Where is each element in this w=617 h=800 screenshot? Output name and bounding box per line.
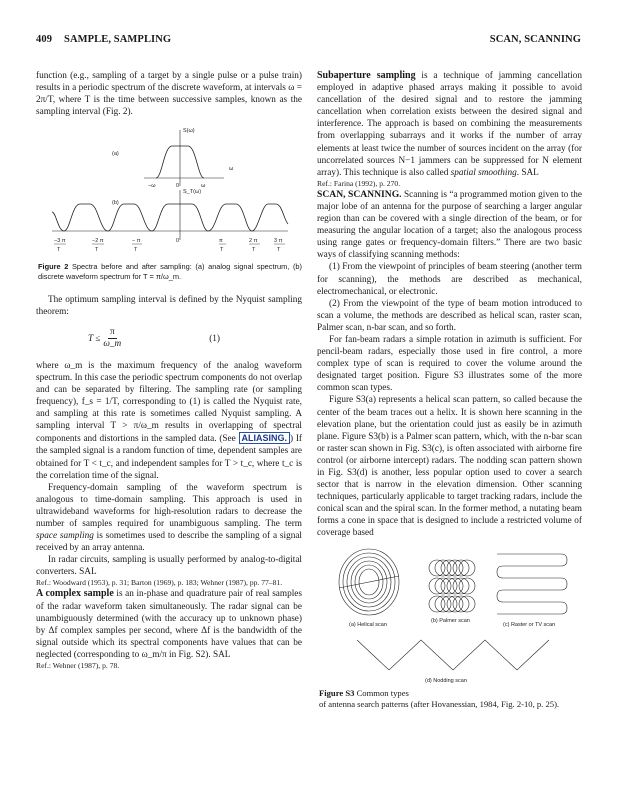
tick-b-0: −3 π bbox=[54, 238, 66, 245]
tick-b-5: 2 π bbox=[249, 238, 258, 245]
tick-b-den-6: T bbox=[277, 247, 281, 254]
equation-1 bbox=[36, 322, 302, 356]
left-column bbox=[36, 70, 302, 671]
reference-3: Ref.: Farina (1992), p. 270. bbox=[317, 178, 401, 188]
palmer-scan-label: (b) Palmer scan bbox=[431, 617, 470, 624]
scan-paragraph-5: Figure S3(a) represents a helical scan pattern, so called because the center of the beam traces out a helix. It is shown here scanning in the elevation plane, but the orientation could just as easily be in azimuth plane. Figure S3(b) is a Palmer scan pattern, which, with the n-bar scan or raster scan shown in Fig. S3(c), is often associated with airborne fire control (or airborne intercept) radars. The nodding scan pattern shown in Fig. S3(d) is another, less popular option used to cover a search sector that is narrow in the elevation dimension. Other scanning techniques, particularly applicable to target tracking radars, include the conical scan and the spiral scan. In the former method, a nutating beam forms a cone in space that is designed to include a restricted volume of coverage based bbox=[317, 395, 582, 539]
adc-paragraph: In radar circuits, sampling is usually performed by analog-to-digital converters. SAL bbox=[36, 555, 302, 578]
equation-number: (1) bbox=[209, 333, 220, 344]
tick-b-den-2: T bbox=[134, 247, 138, 254]
figure-s3-caption-text: of antenna search patterns (after Hovanessian, 1984, Fig. 2-10, p. 25). bbox=[319, 698, 560, 709]
equation-lhs: T ≤ bbox=[88, 333, 101, 344]
helical-scan-pattern bbox=[339, 549, 399, 615]
subaperture-term: Subaperture sampling bbox=[317, 70, 416, 81]
raster-scan-label: (c) Raster or TV scan bbox=[503, 621, 556, 628]
nodding-scan-label: (d) Nodding scan bbox=[425, 677, 467, 684]
figure-2-caption-label: Figure 2 bbox=[38, 262, 69, 272]
nyquist-paragraph: The optimum sampling interval is defined by the Nyquist sampling theorem: bbox=[36, 294, 302, 317]
complex-sample-term: A complex sample bbox=[36, 588, 114, 600]
nyquist-explanation-a: where ω_m is the maximum frequency of the analog waveform spectrum. In this case the periodic spectrum components do not overlap and can be separated by filtering. The sampling rate (or sampling frequency), f_s = 1/T, corresponding to (1) is called the Nyquist rate, and sampling at this rate is sometimes called Nyquist sampling. A sampling interval T > π/ω_m results in overlapping of spectral components and distortions in the sampled data. (See bbox=[36, 360, 302, 445]
aliasing-link[interactable]: ALIASING. bbox=[239, 432, 291, 444]
nodding-scan-pattern bbox=[357, 640, 549, 670]
figure-s3-caption bbox=[317, 688, 582, 710]
tick-b-den-5: T bbox=[252, 247, 256, 254]
running-title-left: SAMPLE, SAMPLING bbox=[64, 34, 172, 45]
nyquist-explanation bbox=[36, 360, 302, 482]
xlabel-a: ω bbox=[229, 166, 234, 173]
scan-paragraph-2: (1) From the viewpoint of principles of beam steering (another term for scanning), the methods are described as mechanical, electromechanical, or electronic. bbox=[317, 262, 582, 297]
panel-b-label: (b) bbox=[112, 200, 119, 207]
right-column bbox=[317, 70, 582, 710]
figure-2 bbox=[36, 124, 302, 281]
scan-definition: Scanning is “a programmed motion given to the major lobe of an antenna for the purpose of searching a larger angular region than can be covered with a single direction of the beam, or for measuring the angular location of a target; also the analogous process using range gates or frequency-domain filters.” There are two basic ways of classifying scanning methods: bbox=[317, 189, 582, 261]
sampling-paragraph-1: function (e.g., sampling of a target by a single pulse or a pulse train) results in a periodic spectrum of the discrete waveform, at intervals ω = 2π/T, where T is the time between successive samples, known as the sampling interval (Fig. 2). bbox=[36, 71, 302, 118]
scan-paragraph-4: For fan-beam radars a simple rotation in azimuth is sufficient. For pencil-beam radars, especially those used in fire control, a more complex type of scan is required to cover the volume around the designated target position. Figure S3 illustrates some of the more common scan types. bbox=[317, 334, 582, 394]
scan-paragraph-1 bbox=[317, 189, 582, 262]
figure-s3-graphic bbox=[317, 546, 582, 688]
spatial-smoothing-term: spatial smoothing bbox=[450, 167, 517, 178]
tick-b-den-0: T bbox=[57, 247, 61, 254]
frequency-domain-a: Frequency-domain sampling of the waveform spectrum is analogous to time-domain sampling. This approach is used in ultrawideband waveforms for high-resolution radars to decrease the number of samples required for unambiguous sampling. The term bbox=[36, 482, 302, 529]
scan-term: SCAN, SCANNING. bbox=[317, 188, 402, 200]
reference-1: Ref.: Woodward (1953), p. 31; Barton (1969), p. 183; Wehner (1987), pp. 77–81. bbox=[36, 578, 283, 588]
panel-a-label: (a) bbox=[112, 151, 119, 158]
ylabel-b: S_T(ω) bbox=[183, 189, 202, 196]
space-sampling-term: space sampling bbox=[36, 531, 94, 542]
equation-fraction bbox=[103, 327, 121, 350]
tick-a-0: −ω bbox=[148, 183, 156, 190]
raster-scan-pattern bbox=[497, 554, 567, 614]
equation-denominator: ω_m bbox=[103, 339, 122, 350]
subaperture-text-b: . SAL bbox=[516, 167, 539, 178]
reference-2: Ref.: Wehner (1987), p. 78. bbox=[36, 661, 120, 670]
frequency-domain-paragraph bbox=[36, 482, 302, 555]
figure-2-caption-text: Spectra before and after sampling: (a) analog signal spectrum, (b) discrete waveform spectrum for T = π/ω_m. bbox=[38, 262, 303, 281]
complex-sample-text: is an in-phase and quadrature pair of real samples of the radar waveform taken simultaneously. The radar signal can be unambiguously determined (with the accuracy up to unknown phase) by Δf complex samples per second, where Δf is the bandwidth of the signal outside which its spectral components have values that can be neglected (corresponding to ω_m/π in Fig. S2). SAL bbox=[36, 589, 302, 660]
tick-a-1: 0 bbox=[176, 183, 180, 190]
tick-b-den-4: T bbox=[220, 247, 224, 254]
palmer-scan-pattern bbox=[429, 560, 475, 612]
nyquist-explanation-b: ) If the sampled signal is a random function of time, dependent samples are obtained for T < t_c, and independent samples for T > t_c, where t_c is the correlation time of the signal. bbox=[36, 434, 303, 481]
figure-s3-caption-label: Figure S3 bbox=[319, 687, 355, 698]
page-number: 409 bbox=[36, 34, 53, 45]
running-title-right: SCAN, SCANNING bbox=[489, 34, 581, 45]
subaperture-paragraph bbox=[317, 70, 582, 179]
tick-b-6: 3 π bbox=[274, 238, 283, 245]
figure-s3 bbox=[317, 546, 582, 710]
tick-b-1: −2 π bbox=[92, 238, 104, 245]
ylabel-a: S(ω) bbox=[183, 128, 195, 135]
tick-a-2: ω bbox=[201, 183, 206, 190]
helical-scan-label: (a) Helical scan bbox=[349, 621, 387, 628]
scan-paragraph-3: (2) From the viewpoint of the type of beam motion introduced to scan a volume, the methods are described as helical scan, raster scan, Palmer scan, n-bar scan, and so forth. bbox=[317, 298, 582, 333]
frequency-domain-b: is sometimes used to describe the sampling of a signal received by an array antenna. bbox=[36, 531, 303, 554]
subaperture-text-a: is a technique of jamming cancellation employed in adaptive phased arrays making it possible to avoid cancellation of the desired signal and to restore the jamming cancellation when correlation exists between the desired signal and interference. The approach is based on combining the measurements from overlapping subarrays and it works if the number of array elements at least twice the number of sources incident on the array (for uncorrelated sources N−1 jammers can be suppressed for N element array). This technique is also called bbox=[317, 71, 582, 178]
tick-b-4: π bbox=[219, 238, 223, 245]
figure-2-caption bbox=[36, 262, 302, 281]
discrete-spectrum-curve bbox=[52, 204, 288, 231]
tick-b-den-1: T bbox=[95, 247, 99, 254]
tick-b-3: 0 bbox=[176, 238, 180, 245]
complex-sample-paragraph bbox=[36, 588, 302, 661]
figure-2-graphic bbox=[36, 124, 302, 270]
figure-s3-caption-title: Common types bbox=[354, 687, 409, 698]
tick-b-2: − π bbox=[132, 238, 141, 245]
equation-numerator: π bbox=[109, 327, 115, 338]
